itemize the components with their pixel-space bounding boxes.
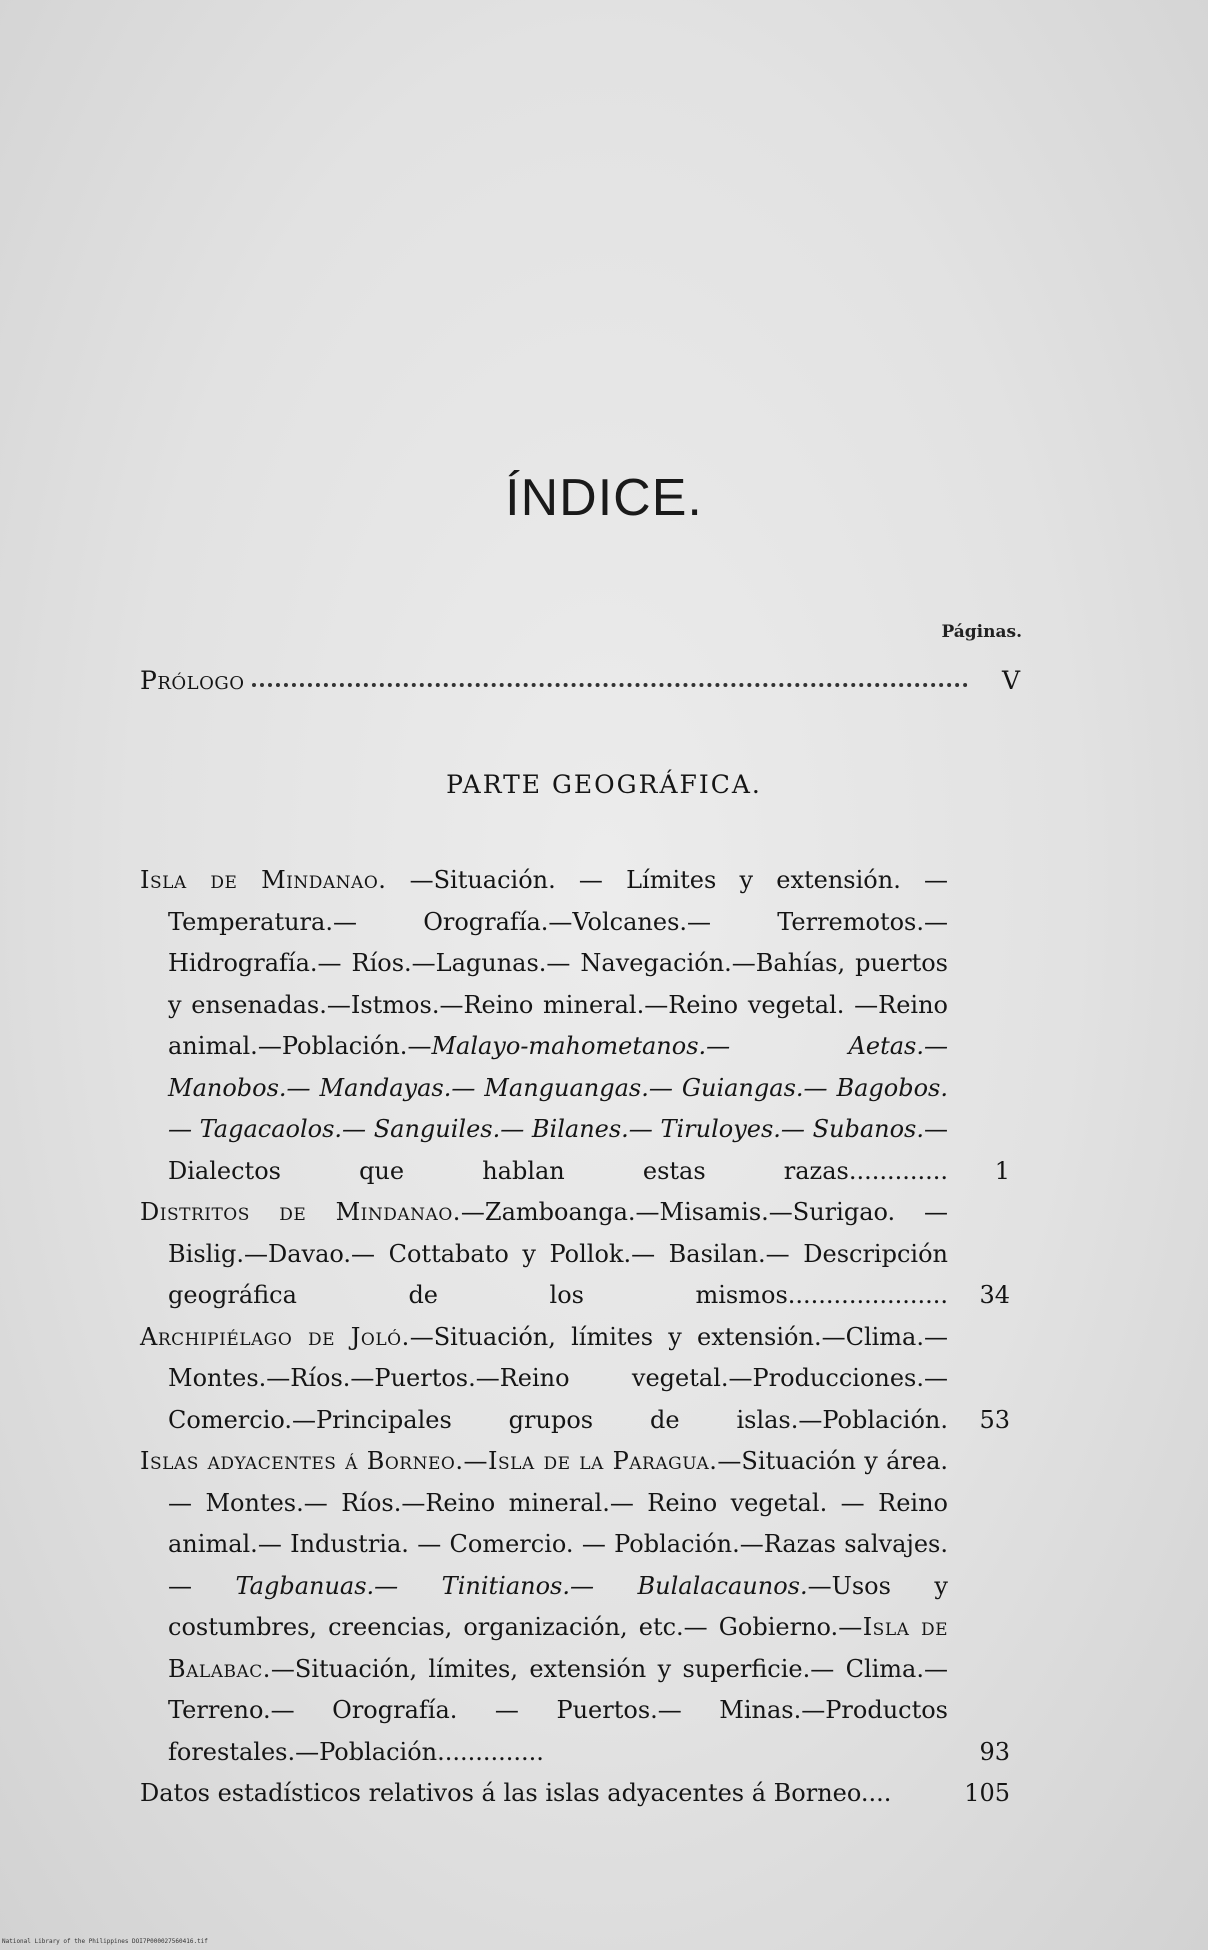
entry-text: —Situación y área.— Montes.— Ríos.—Reino mineral.— Reino vegetal. — Reino animal.— Industria. — Comercio. — Población.—Razas salvajes.— — [168, 1447, 948, 1600]
entry-subheading: —Isla de Balabac. — [168, 1613, 948, 1683]
table-of-contents — [140, 860, 1020, 1815]
page-title: ÍNDICE. — [505, 469, 703, 527]
entry-italic-text: Tagbanuas.— Tinitianos.— Bulalacaunos. — [235, 1571, 808, 1600]
entry-text: —Situación, límites y extensión.—Clima.—Montes.—Ríos.—Puertos.—Reino vegetal.—Producciones.—Comercio.—Principales grupos de islas.—Población. — [168, 1322, 948, 1434]
toc-prologo-entry[interactable] — [140, 666, 1020, 695]
toc-entry-jolo[interactable] — [140, 1317, 1020, 1442]
toc-entry-distritos[interactable] — [140, 1192, 1020, 1317]
entry-page: 105 — [964, 1779, 1010, 1807]
entry-heading: Islas adyacentes á Borneo. — [140, 1447, 464, 1475]
entry-heading: Distritos de Mindanao. — [140, 1198, 461, 1226]
entry-italic-text: Malayo-mahometanos.— Aetas.— Manobos.— Mandayas.— Manguangas.— Guiangas.— Bagobos.— Tagacaolos.— Sanguiles.— Bilanes.— Tiruloyes.— Subanos. — [168, 1032, 948, 1143]
entry-text: Datos estadísticos relativos á las islas adyacentes á Borneo — [140, 1779, 861, 1807]
toc-entry-mindanao[interactable] — [140, 860, 1020, 1192]
toc-entry-borneo[interactable] — [140, 1441, 1020, 1773]
prologo-label: Prólogo — [140, 666, 245, 695]
dot-leader — [252, 683, 968, 687]
dot-leader: .............. — [437, 1737, 544, 1766]
entry-heading: Isla de Mindanao. — [140, 866, 387, 894]
entry-text: —Usos y costumbres, creencias, organización, etc.— Gobierno. — [168, 1571, 948, 1641]
entry-page: 93 — [979, 1737, 1010, 1766]
entry-text: —Situación. — Límites y extensión. — Temperatura.— Orografía.—Volcanes.— Terremotos.—Hidrografía.— Ríos.—Lagunas.— Navegación.—Bahías, puertos y ensenadas.—Istmos.—Reino mineral.—Reino vegetal. —Reino animal.—Población.— — [168, 866, 948, 1060]
entry-subheading: —Isla de la Paragua. — [463, 1447, 718, 1475]
entry-page: 53 — [979, 1405, 1010, 1434]
entry-text: —Zamboanga.—Misamis.—Surigao. —Bislig.—Davao.— Cottabato y Pollok.— Basilan.— Descripción geográfica de los mismos — [168, 1198, 948, 1309]
paginas-column-label: Páginas. — [941, 622, 1022, 642]
dot-leader: ..................... — [787, 1281, 948, 1309]
dot-leader: ............. — [848, 1156, 948, 1185]
scan-footer: National Library of the Philippines DOI7P000027560416.tif — [2, 1938, 208, 1945]
entry-page: 34 — [979, 1281, 1010, 1309]
entry-heading: Archipiélago de Joló. — [140, 1322, 410, 1351]
prologo-page: V — [1001, 666, 1020, 695]
entry-page: 1 — [994, 1156, 1010, 1185]
section-title: PARTE GEOGRÁFICA. — [446, 770, 762, 799]
dot-leader: .... — [860, 1779, 892, 1807]
toc-entry-datos[interactable] — [140, 1773, 1020, 1815]
entry-text: —Situación, límites, extensión y superficie.— Clima.— Terreno.— Orografía. — Puertos.— Minas.—Productos forestales.—Población — [168, 1654, 948, 1766]
entry-tail: —Dialectos que hablan estas razas — [168, 1115, 948, 1185]
